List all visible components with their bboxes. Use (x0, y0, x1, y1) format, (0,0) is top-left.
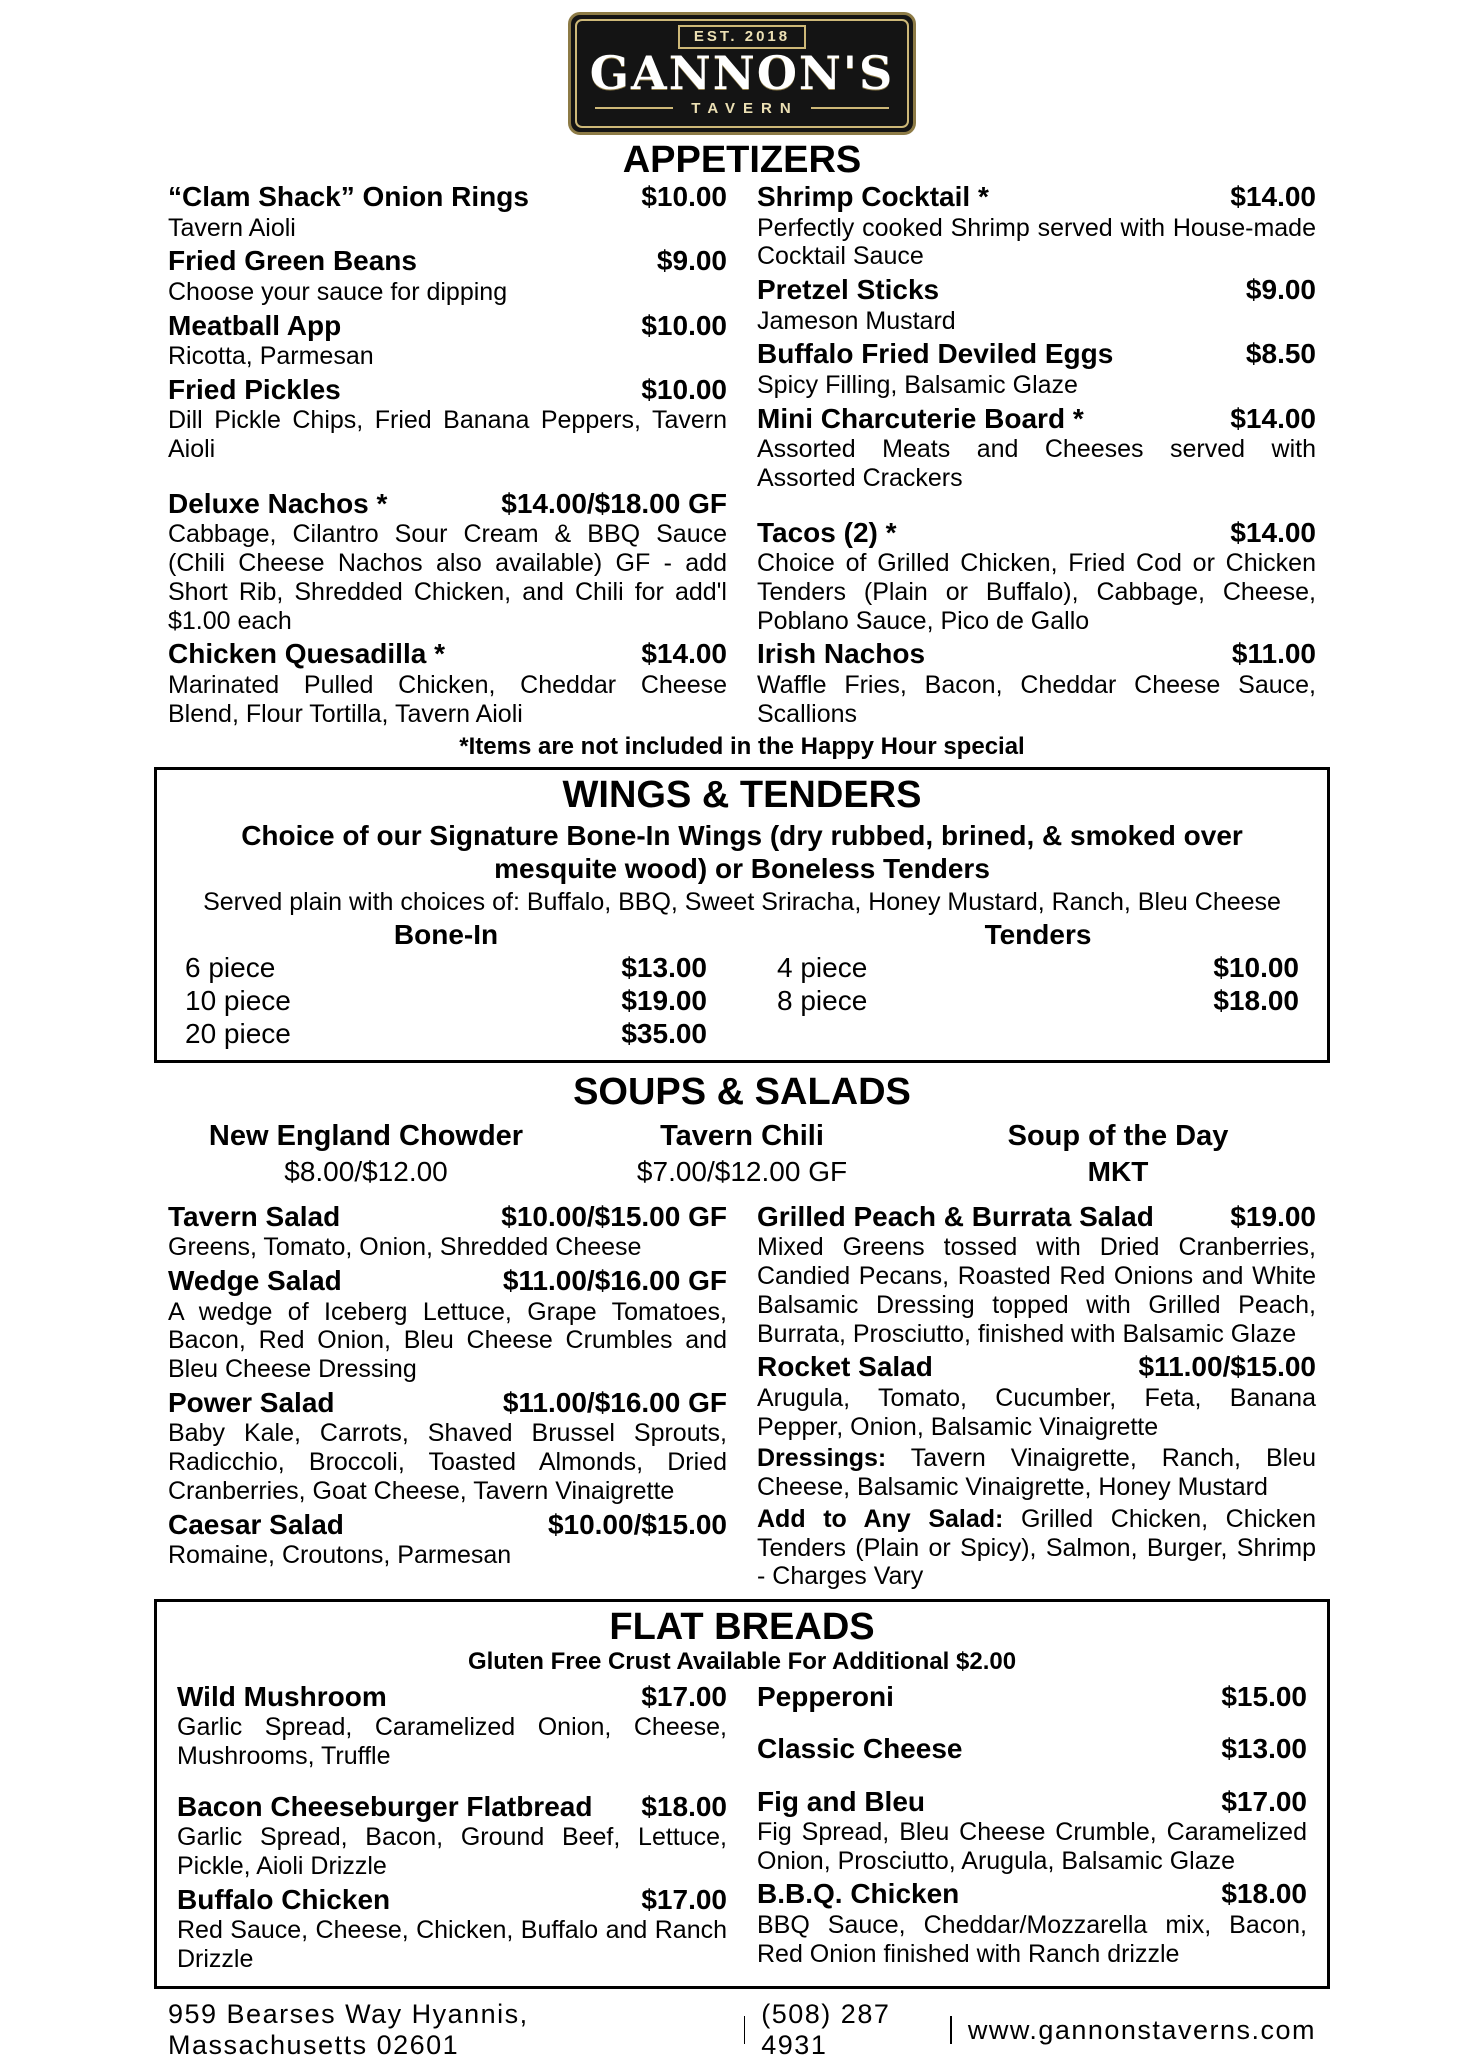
item-price: $17.00 (641, 1883, 727, 1915)
item-price: $10.00/$15.00 (547, 1508, 727, 1540)
item-price: $15.00 (1221, 1680, 1307, 1712)
salads-columns (168, 1201, 1316, 1591)
wing-size-row (185, 984, 707, 1017)
menu-item-header (177, 1681, 727, 1713)
menu-item-header (168, 1265, 727, 1297)
item-name: Bacon Cheeseburger Flatbread (177, 1790, 593, 1822)
tenders-column (777, 919, 1299, 1050)
item-description: Romaine, Croutons, Parmesan (168, 1541, 512, 1570)
item-price: $9.00 (656, 245, 727, 277)
logo-rule-left (595, 107, 673, 109)
menu-item (177, 1681, 727, 1771)
bone-in-title: Bone-In (393, 918, 499, 950)
wing-size-row (777, 951, 1299, 984)
menu-item (757, 1351, 1316, 1441)
footer-website: www.gannonstaverns.com (967, 2014, 1316, 2045)
footer-address: 959 Bearses Way Hyannis, Massachusetts 02601 (168, 1999, 529, 2061)
appetizers-section (168, 139, 1316, 762)
menu-item-header (757, 338, 1316, 370)
item-price: $10.00 (641, 181, 727, 213)
item-name: Pretzel Sticks (757, 274, 940, 306)
menu-item-header (168, 488, 727, 520)
gluten-free-note: Gluten Free Crust Available For Additional $2.00 (467, 1647, 1017, 1675)
item-description: Arugula, Tomato, Cucumber, Feta, Banana Pepper, Onion, Balsamic Vinaigrette (757, 1383, 1316, 1441)
item-price: $14.00 (641, 638, 727, 670)
item-name: Deluxe Nachos * (168, 487, 388, 519)
soup-item (554, 1118, 930, 1189)
flatbreads-left-column (177, 1681, 727, 1977)
menu-item-header (168, 1509, 727, 1541)
item-name: Rocket Salad (757, 1351, 933, 1383)
logo-rule-right (811, 107, 889, 109)
item-name: Classic Cheese (757, 1733, 963, 1765)
wing-size: 4 piece (777, 952, 868, 984)
item-description: A wedge of Iceberg Lettuce, Grape Tomatoes, Bacon, Red Onion, Bleu Cheese Crumbles and Bleu Cheese Dressing (168, 1297, 727, 1384)
menu-item-header (757, 517, 1316, 549)
menu-item-header (168, 181, 727, 213)
menu-item (757, 274, 1316, 335)
item-name: Wedge Salad (168, 1265, 342, 1297)
menu-item (168, 1387, 727, 1506)
tenders-title: Tenders (984, 918, 1092, 950)
item-description: BBQ Sauce, Cheddar/Mozzarella mix, Bacon, Red Onion finished with Ranch drizzle (757, 1910, 1307, 1968)
salad-additions-note (757, 1505, 1316, 1591)
logo-subtitle: TAVERN (691, 99, 799, 117)
item-name: Irish Nachos (757, 638, 926, 670)
menu-item (168, 181, 727, 242)
appetizers-right-column (757, 181, 1316, 731)
menu-item (177, 1791, 727, 1881)
item-price: $18.00 (641, 1790, 727, 1822)
item-price: $14.00 (1230, 181, 1316, 213)
item-name: B.B.Q. Chicken (757, 1878, 960, 1910)
menu-item (757, 1681, 1307, 1713)
menu-item-header (177, 1884, 727, 1916)
menu-item (168, 310, 727, 371)
flatbreads-columns (177, 1681, 1307, 1977)
menu-item (168, 1201, 727, 1262)
menu-item (168, 1509, 727, 1570)
menu-item-header (757, 1201, 1316, 1233)
menu-item-header (757, 1733, 1307, 1765)
happy-hour-footnote: *Items are not included in the Happy Hour special (459, 733, 1025, 761)
item-name: Power Salad (168, 1386, 335, 1418)
item-description: Greens, Tomato, Onion, Shredded Cheese (168, 1233, 642, 1262)
menu-item (757, 181, 1316, 271)
wings-intro-text: Choice of our Signature Bone-In Wings (dry rubbed, brined, & smoked over mesquite wood) or Boneless Tenders (241, 819, 1243, 884)
menu-item (757, 403, 1316, 493)
logo-subtitle-row (595, 100, 888, 117)
wing-size: 20 piece (185, 1018, 291, 1050)
menu-item (168, 1265, 727, 1384)
item-description: Choose your sauce for dipping (168, 277, 508, 306)
item-name: Buffalo Chicken (177, 1883, 391, 1915)
menu-item-header (168, 310, 727, 342)
item-name: “Clam Shack” Onion Rings (168, 181, 529, 213)
menu-item (168, 245, 727, 306)
soup-name: Soup of the Day (1007, 1119, 1229, 1152)
item-description: Garlic Spread, Caramelized Onion, Cheese, Mushrooms, Truffle (177, 1713, 727, 1770)
item-description: Garlic Spread, Bacon, Ground Beef, Lettuce, Pickle, Aioli Drizzle (177, 1823, 727, 1880)
item-description: Fig Spread, Bleu Cheese Crumble, Caramelized Onion, Prosciutto, Arugula, Balsamic Glaze (757, 1817, 1307, 1875)
footer-phone: (508) 287 4931 (761, 1999, 891, 2061)
menu-item-header (168, 374, 727, 406)
soups-salads-section (168, 1071, 1316, 1591)
item-name: Wild Mushroom (177, 1680, 387, 1712)
item-price: $19.00 (1230, 1200, 1316, 1232)
item-price: $8.50 (1245, 338, 1316, 370)
item-price: $11.00/$15.00 (1138, 1351, 1316, 1383)
item-price: $10.00 (641, 309, 727, 341)
item-description: Perfectly cooked Shrimp served with House-made Cocktail Sauce (757, 213, 1316, 271)
soup-price: $8.00/$12.00 (284, 1155, 448, 1187)
item-name: Fried Green Beans (168, 245, 417, 277)
menu-item (757, 517, 1316, 636)
logo-established-badge: EST. 2018 (678, 25, 806, 49)
item-description: Mixed Greens tossed with Dried Cranberries, Candied Pecans, Roasted Red Onions and White Balsamic Dressing topped with Grilled Peach, Burrata, Prosciutto, finished with Balsamic Glaze (757, 1233, 1316, 1348)
item-description: Dill Pickle Chips, Fried Banana Peppers, Tavern Aioli (168, 406, 727, 464)
item-description: Waffle Fries, Bacon, Cheddar Cheese Sauce, Scallions (757, 670, 1316, 728)
appetizers-title: APPETIZERS (622, 138, 862, 181)
soup-item (178, 1118, 554, 1189)
item-description: Red Sauce, Cheese, Chicken, Buffalo and Ranch Drizzle (177, 1915, 727, 1973)
wings-columns (177, 919, 1307, 1050)
menu-item (757, 1786, 1307, 1876)
item-description: Baby Kale, Carrots, Shaved Brussel Sprouts, Radicchio, Broccoli, Toasted Almonds, Dried Cranberries, Goat Cheese, Tavern Vinaigrette (168, 1419, 727, 1505)
menu-item (757, 1201, 1316, 1348)
soups-row (178, 1118, 1306, 1189)
wing-price: $18.00 (1213, 985, 1299, 1017)
menu-item-header (168, 638, 727, 670)
wing-price: $13.00 (621, 952, 707, 984)
item-description: Ricotta, Parmesan (168, 342, 374, 371)
item-price: $17.00 (1221, 1785, 1307, 1817)
logo-inner-frame (575, 19, 909, 128)
wing-price: $10.00 (1213, 952, 1299, 984)
item-price: $14.00/$18.00 GF (501, 487, 727, 519)
menu-item (177, 1884, 727, 1974)
salads-right-column (757, 1201, 1316, 1591)
appetizers-columns (168, 181, 1316, 731)
menu-item-header (757, 1786, 1307, 1818)
item-description: Jameson Mustard (757, 306, 956, 335)
menu-item-header (168, 1201, 727, 1233)
menu-item (757, 338, 1316, 399)
note-text: Tavern Vinaigrette, Ranch, Bleu Cheese, Balsamic Vinaigrette, Honey Mustard (757, 1444, 1316, 1502)
item-price: $17.00 (641, 1680, 727, 1712)
separator-bar (950, 2016, 952, 2044)
salad-dressings-note (757, 1444, 1316, 1502)
item-name: Tavern Salad (168, 1200, 341, 1232)
wings-sauce-choices: Served plain with choices of: Buffalo, BBQ, Sweet Sriracha, Honey Mustard, Ranch, Bleu Cheese (203, 887, 1281, 916)
note-label: Dressings: (757, 1444, 887, 1473)
flatbreads-title: FLAT BREADS (609, 1606, 875, 1649)
wing-size: 8 piece (777, 985, 868, 1017)
flatbreads-section (154, 1599, 1330, 1989)
item-price: $18.00 (1221, 1878, 1307, 1910)
item-name: Pepperoni (757, 1680, 894, 1712)
item-description: Marinated Pulled Chicken, Cheddar Cheese Blend, Flour Tortilla, Tavern Aioli (168, 670, 727, 728)
item-price: $10.00/$15.00 GF (501, 1200, 727, 1232)
wings-tenders-section (154, 767, 1330, 1063)
wing-size: 6 piece (185, 952, 276, 984)
logo-name: GANNON'S (589, 46, 895, 100)
item-price: $11.00/$16.00 GF (502, 1265, 727, 1297)
soup-price: $7.00/$12.00 GF (636, 1155, 848, 1187)
item-name: Fried Pickles (168, 373, 341, 405)
menu-item-header (757, 1681, 1307, 1713)
menu-item-header (757, 638, 1316, 670)
salads-left-column (168, 1201, 727, 1591)
menu-item-header (168, 1387, 727, 1419)
item-price: $10.00 (641, 373, 727, 405)
soups-salads-title: SOUPS & SALADS (573, 1071, 911, 1114)
item-description: Tavern Aioli (168, 213, 296, 242)
item-name: Mini Charcuterie Board * (757, 402, 1084, 434)
appetizers-left-column (168, 181, 727, 731)
item-name: Grilled Peach & Burrata Salad (757, 1200, 1154, 1232)
item-name: Meatball App (168, 309, 342, 341)
menu-item-header (177, 1791, 727, 1823)
menu-item (168, 488, 727, 635)
menu-item-header (757, 1878, 1307, 1910)
note-text: Grilled Chicken, Chicken Tenders (Plain or Spicy), Salmon, Burger, Shrimp - Charges Vary (757, 1504, 1316, 1591)
gannons-logo (568, 12, 916, 135)
logo-row (168, 12, 1316, 135)
bone-in-column (185, 919, 707, 1050)
flatbreads-right-column (757, 1681, 1307, 1977)
item-name: Buffalo Fried Deviled Eggs (757, 338, 1114, 370)
soup-name: New England Chowder (208, 1119, 524, 1152)
item-price: $14.00 (1230, 402, 1316, 434)
menu-item-header (757, 181, 1316, 213)
item-name: Shrimp Cocktail * (757, 181, 989, 213)
item-name: Tacos (2) * (757, 516, 897, 548)
wing-price: $35.00 (621, 1018, 707, 1050)
separator-bar (744, 2016, 746, 2044)
item-name: Caesar Salad (168, 1508, 344, 1540)
soup-name: Tavern Chili (660, 1119, 824, 1152)
item-description: Cabbage, Cilantro Sour Cream & BBQ Sauce (Chili Cheese Nachos also available) GF - add Short Rib, Shredded Chicken, and Chili for add'l $1.00 each (168, 520, 727, 635)
footer (168, 1999, 1316, 2061)
item-name: Fig and Bleu (757, 1785, 925, 1817)
item-price: $13.00 (1221, 1733, 1307, 1765)
wing-size-row (185, 1017, 707, 1050)
item-price: $11.00 (1231, 638, 1316, 670)
wing-price: $19.00 (621, 985, 707, 1017)
menu-item (168, 638, 727, 728)
soup-item (930, 1118, 1306, 1189)
menu-item (757, 638, 1316, 728)
wings-tenders-title: WINGS & TENDERS (562, 774, 922, 817)
item-description: Choice of Grilled Chicken, Fried Cod or Chicken Tenders (Plain or Buffalo), Cabbage, Cheese, Poblano Sauce, Pico de Gallo (757, 549, 1316, 635)
menu-item-header (757, 274, 1316, 306)
item-description: Assorted Meats and Cheeses served with Assorted Crackers (757, 435, 1316, 492)
menu-item (168, 374, 727, 464)
item-price: $9.00 (1245, 274, 1316, 306)
menu-item-header (168, 245, 727, 277)
menu-item (757, 1733, 1307, 1765)
item-price: $11.00/$16.00 GF (502, 1386, 727, 1418)
menu-item-header (757, 1351, 1316, 1383)
item-price: $14.00 (1230, 516, 1316, 548)
wing-size: 10 piece (185, 985, 291, 1017)
item-name: Chicken Quesadilla * (168, 638, 445, 670)
menu-item (757, 1878, 1307, 1968)
note-label: Add to Any Salad: (757, 1504, 1004, 1533)
wing-size-row (777, 984, 1299, 1017)
item-description: Spicy Filling, Balsamic Glaze (757, 370, 1078, 399)
soup-price: MKT (1087, 1155, 1149, 1187)
menu-item-header (757, 403, 1316, 435)
wing-size-row (185, 951, 707, 984)
